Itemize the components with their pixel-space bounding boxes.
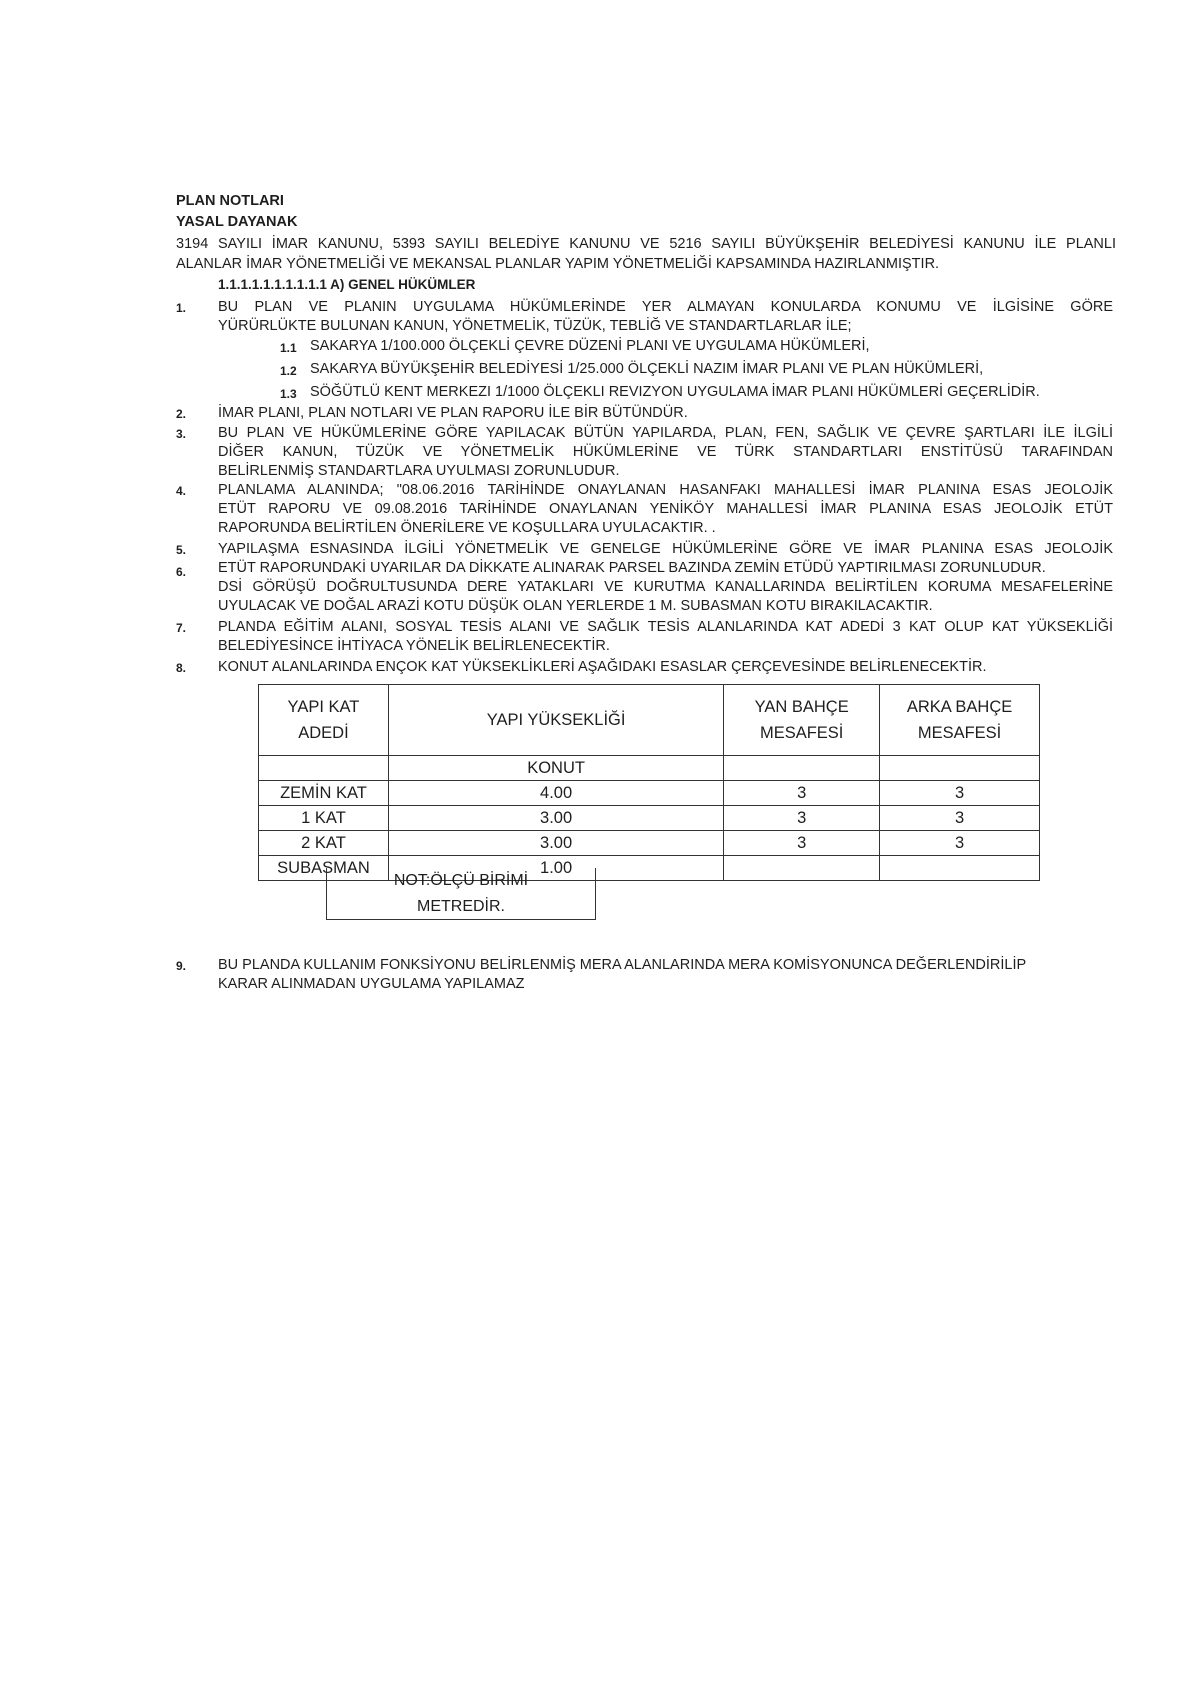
header-building-height: YAPI YÜKSEKLİĞİ [388,685,723,756]
table-subheader-row [259,756,1040,781]
cell-rear: 3 [880,806,1040,831]
cell-side [724,856,880,881]
item-text-line: KARAR ALINMADAN UYGULAMA YAPILAMAZ [218,976,525,992]
item-text-line: ETÜT RAPORUNDAKİ UYARILAR DA DİKKATE ALINARAK PARSEL BAZINDA ZEMİN ETÜDÜ YAPTIRILMASI ZORUNLUDUR. [218,560,1046,576]
document-title: PLAN NOTLARI [176,193,284,209]
subitem-text: SAKARYA BÜYÜKŞEHİR BELEDİYESİ 1/25.000 ÖLÇEKLİ NAZIM İMAR PLANI VE PLAN HÜKÜMLERİ, [310,361,984,377]
legal-text-line: 3194 SAYILI İMAR KANUNU, 5393 SAYILI BELEDİYE KANUNU VE 5216 SAYILI BÜYÜKŞEHİR BELEDİYESİ KANUNU İLE PLANLI [176,236,1116,252]
item-text-line: PLANLAMA ALANINDA; "08.06.2016 TARİHİNDE ONAYLANAN HASANFAKI MAHALLESİ İMAR PLANINA ESAS JEOLOJİK [218,482,1113,498]
unit-note-line: METREDİR. [417,898,505,915]
section-title: 1.1.1.1.1.1.1.1.1.1 A) GENEL HÜKÜMLER [218,277,476,292]
cell-rear: 3 [880,831,1040,856]
item-number: 9. [176,959,187,973]
table-row [259,806,1040,831]
header-floor-count: YAPI KAT ADEDİ [259,685,389,756]
subitem-number: 1.1 [280,341,297,355]
table-row [259,831,1040,856]
cell-rear: 3 [880,781,1040,806]
item-text-line: PLANDA EĞİTİM ALANI, SOSYAL TESİS ALANI VE SAĞLIK TESİS ALANLARINDA KAT ADEDİ 3 KAT OLUP KAT YÜKSEKLİĞİ [218,619,1113,635]
header-side-garden: YAN BAHÇE MESAFESİ [724,685,880,756]
subitem-text: SÖĞÜTLÜ KENT MERKEZI 1/1000 ÖLÇEKLI REVIZYON UYGULAMA İMAR PLANI HÜKÜMLERİ GEÇERLİDİR. [310,384,1040,400]
header-rear-garden: ARKA BAHÇE MESAFESİ [880,685,1040,756]
item-number: 6. [176,565,187,579]
item-text-line: UYULACAK VE DOĞAL ARAZİ KOTU DÜŞÜK OLAN YERLERDE 1 M. SUBASMAN KOTU BIRAKILACAKTIR. [218,598,933,614]
legal-basis-heading: YASAL DAYANAK [176,214,298,230]
subitem-text: SAKARYA 1/100.000 ÖLÇEKLİ ÇEVRE DÜZENİ PLANI VE UYGULAMA HÜKÜMLERİ, [310,338,870,354]
item-text-line: YAPILAŞMA ESNASINDA İLGİLİ YÖNETMELİK VE GENELGE HÜKÜMLERİNE GÖRE VE İMAR PLANINA ESAS JEOLOJİK [218,541,1113,557]
item-text-line: DSİ GÖRÜŞÜ DOĞRULTUSUNDA DERE YATAKLARI VE KURUTMA KANALLARINDA BELİRTİLEN KORUMA MESAFELERİNE [218,579,1113,595]
cell-floor: ZEMİN KAT [259,781,389,806]
item-text-line: DİĞER KANUN, TÜZÜK VE YÖNETMELİK HÜKÜMLERİNE VE TÜRK STANDARTLARI ENSTİTÜSÜ TARAFINDAN [218,444,1113,460]
cell-height: 3.00 [388,806,723,831]
table-row [259,781,1040,806]
cell-rear [880,856,1040,881]
unit-note-box [326,868,596,920]
cell-floor: 1 KAT [259,806,389,831]
item-text-line: BELİRLENMİŞ STANDARTLARA UYULMASI ZORUNLUDUR. [218,463,620,479]
item-number: 7. [176,621,187,635]
legal-text-line: ALANLAR İMAR YÖNETMELİĞİ VE MEKANSAL PLANLAR YAPIM YÖNETMELİĞİ KAPSAMINDA HAZIRLANMIŞTIR. [176,256,940,272]
cell-floor: 2 KAT [259,831,389,856]
cell-floor: SUBASMAN [259,856,389,881]
item-text-line: BU PLAN VE PLANIN UYGULAMA HÜKÜMLERİNDE YER ALMAYAN KONULARDA KONUMU VE İLGİSİNE GÖRE [218,299,1113,315]
cell-side: 3 [724,781,880,806]
item-text-line: İMAR PLANI, PLAN NOTLARI VE PLAN RAPORU İLE BİR BÜTÜNDÜR. [218,405,688,421]
item-text-line: RAPORUNDA BELİRTİLEN ÖNERİLERE VE KOŞULLARA UYULACAKTIR. . [218,520,716,536]
item-number: 1. [176,301,187,315]
item-number: 4. [176,484,187,498]
item-text-line: BELEDİYESİNCE İHTİYACA YÖNELİK BELİRLENECEKTİR. [218,638,610,654]
subheader-konut: KONUT [388,756,723,781]
item-text-line: KONUT ALANLARINDA ENÇOK KAT YÜKSEKLİKLERİ AŞAĞIDAKI ESASLAR ÇERÇEVESİNDE BELİRLENECEKTİR. [218,659,987,675]
item-text-line: BU PLANDA KULLANIM FONKSİYONU BELİRLENMİŞ MERA ALANLARINDA MERA KOMİSYONUNCA DEĞERLENDİRİLİP [218,957,1027,973]
building-height-table [258,684,1040,881]
item-text-line: ETÜT RAPORU VE 09.08.2016 TARİHİNDE ONAYLANAN YENİKÖY MAHALLESİ İMAR PLANINA ESAS JEOLOJİK ETÜT [218,501,1113,517]
cell-height: 4.00 [388,781,723,806]
subitem-number: 1.3 [280,387,297,401]
cell-side: 3 [724,806,880,831]
item-number: 5. [176,543,187,557]
item-text-line: YÜRÜRLÜKTE BULUNAN KANUN, YÖNETMELİK, TÜZÜK, TEBLİĞ VE STANDARTLARLAR İLE; [218,318,852,334]
cell-height: 3.00 [388,831,723,856]
unit-note-line: NOT:ÖLÇÜ BİRİMİ [393,872,529,889]
table-header-row [259,685,1040,756]
item-number: 2. [176,407,187,421]
subitem-number: 1.2 [280,364,297,378]
cell-side: 3 [724,831,880,856]
item-text-line: BU PLAN VE HÜKÜMLERİNE GÖRE YAPILACAK BÜTÜN YAPILARDA, PLAN, FEN, SAĞLIK VE ÇEVRE ŞARTLARI İLE İLGİLİ [218,425,1113,441]
cell-height: 1.00 [388,856,723,881]
item-number: 3. [176,427,187,441]
item-number: 8. [176,661,187,675]
